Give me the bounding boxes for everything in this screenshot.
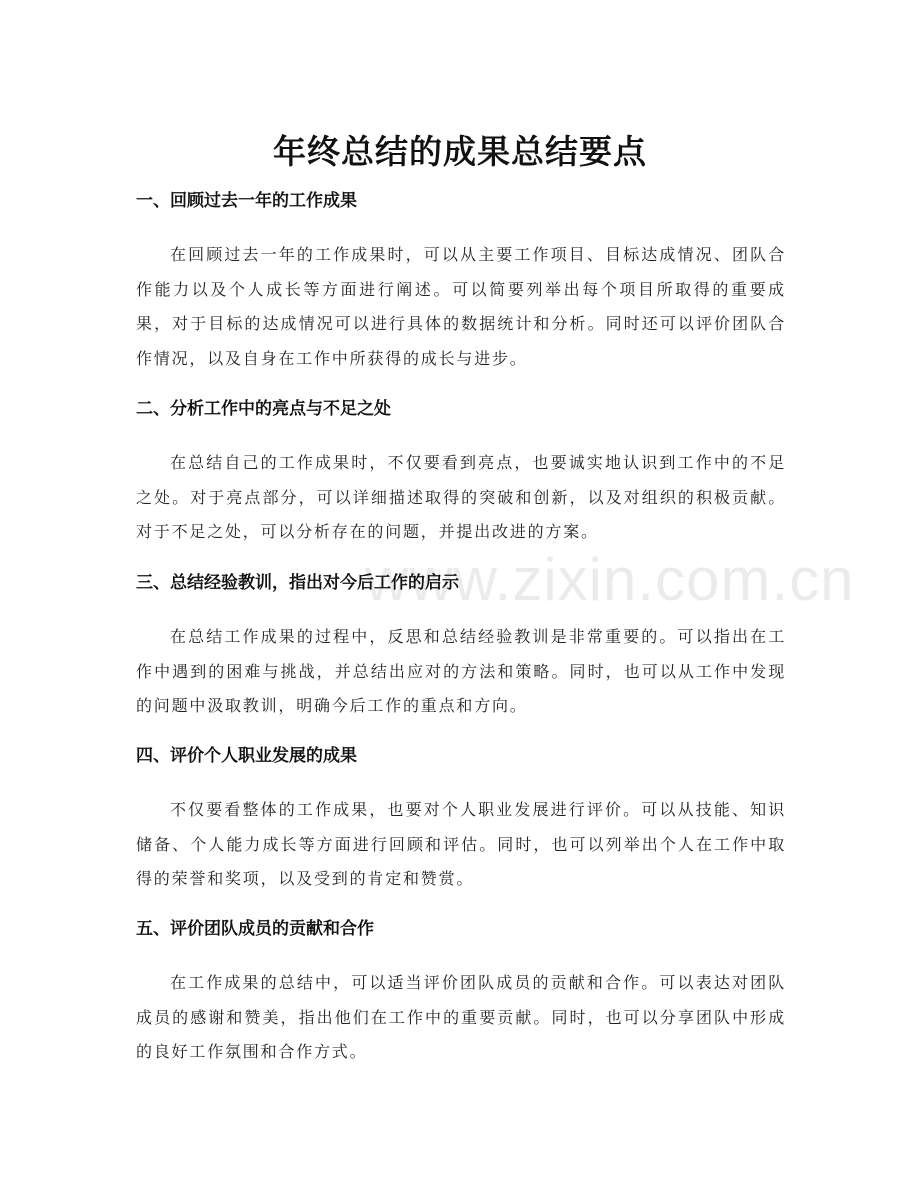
section-heading: 一、回顾过去一年的工作成果 (136, 191, 357, 211)
section-heading: 五、评价团队成员的贡献和合作 (136, 919, 374, 939)
section-3 (136, 570, 786, 724)
watermark: www.zixin.com.cn (365, 546, 855, 613)
section-paragraph: 在回顾过去一年的工作成果时，可以从主要工作项目、目标达成情况、团队合作能力以及个人成长等方面进行阐述。可以简要列举出每个项目所取得的重要成果，对于目标的达成情况可以进行具体的数据统计和分析。同时还可以评价团队合作情况，以及自身在工作中所获得的成长与进步。 (136, 245, 786, 368)
section-paragraph: 在总结自己的工作成果时，不仅要看到亮点，也要诚实地认识到工作中的不足之处。对于亮点部分，可以详细描述取得的突破和创新，以及对组织的积极贡献。对于不足之处，可以分析存在的问题，并提出改进的方案。 (136, 453, 786, 541)
section-heading: 四、评价个人职业发展的成果 (136, 746, 357, 766)
section-5 (136, 916, 786, 1070)
section-paragraph: 在总结工作成果的过程中，反思和总结经验教训是非常重要的。可以指出在工作中遇到的困难与挑战，并总结出应对的方法和策略。同时，也可以从工作中发现的问题中汲取教训，明确今后工作的重点和方向。 (136, 627, 786, 715)
section-heading: 三、总结经验教训，指出对今后工作的启示 (136, 573, 459, 593)
section-heading: 二、分析工作中的亮点与不足之处 (136, 399, 391, 419)
page-title: 年终总结的成果总结要点 (273, 132, 647, 172)
section-paragraph: 不仅要看整体的工作成果，也要对个人职业发展进行评价。可以从技能、知识储备、个人能力成长等方面进行回顾和评估。同时，也可以列举出个人在工作中取得的荣誉和奖项，以及受到的肯定和赞赏。 (136, 800, 786, 888)
section-4 (136, 743, 786, 897)
section-2 (136, 396, 786, 550)
section-paragraph: 在工作成果的总结中，可以适当评价团队成员的贡献和合作。可以表达对团队成员的感谢和赞美，指出他们在工作中的重要贡献。同时，也可以分享团队中形成的良好工作氛围和合作方式。 (136, 973, 786, 1061)
section-1 (136, 188, 786, 376)
